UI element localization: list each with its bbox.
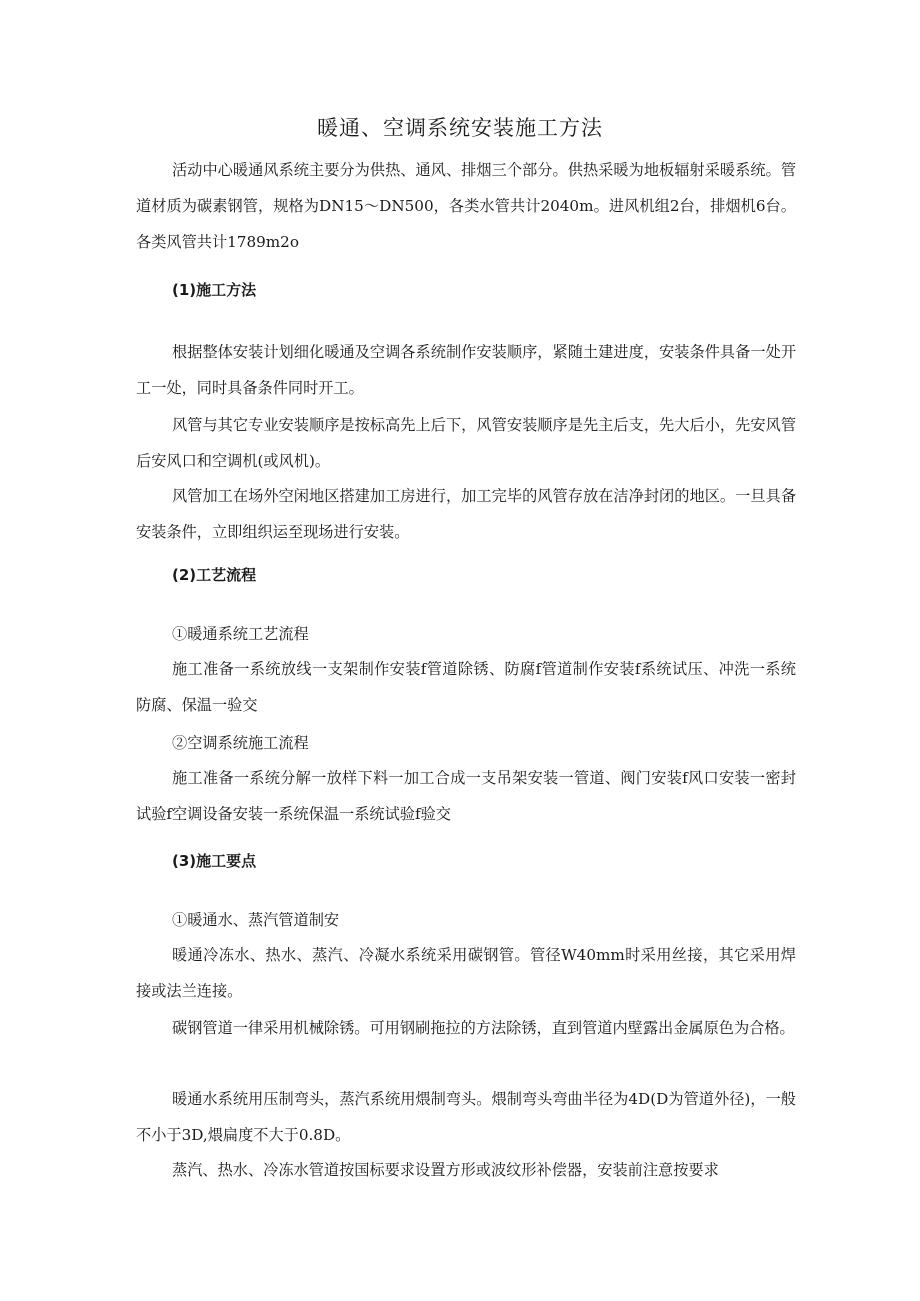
paragraph: 蒸汽、热水、冷冻水管道按国标要求设置方形或波纹形补偿器，安装前注意按要求 [172,1161,719,1179]
paragraph: 风管加工在场外空闲地区搭建加工房进行，加工完毕的风管存放在洁净封闭的地区。一旦具备安装条件，立即组织运至现场进行安装。 [136,487,796,541]
paragraph: 风管与其它专业安装顺序是按标高先上后下，风管安装顺序是先主后支，先大后小，先安风管后安风口和空调机(或风机)。 [136,416,796,470]
subheading-hvac-flow: ①暖通系统工艺流程 [172,625,309,643]
paragraph: 暖通冷冻水、热水、蒸汽、冷凝水系统采用碳钢管。管径W40mm时采用丝接，其它采用焊接或法兰连接。 [136,946,796,1000]
paragraph: 施工准备一系统分解一放样下料一加工合成一支吊架安装一管道、阀门安装f风口安装一密封试验f空调设备安装一系统保温一系统试验f验交 [136,769,796,823]
intro-paragraph: 活动中心暖通风系统主要分为供热、通风、排烟三个部分。供热采暖为地板辐射采暖系统。管道材质为碳素钢管，规格为DN15～DN500，各类水管共计2040m。进风机组2台，排烟机6台。各类风管共计1789m2o [136,161,796,251]
section-heading-construction-method: (1)施工方法 [172,281,257,299]
document-title: 暖通、空调系统安装施工方法 [317,116,603,140]
subheading-ac-flow: ②空调系统施工流程 [172,734,309,752]
paragraph: 根据整体安装计划细化暖通及空调各系统制作安装顺序，紧随土建进度，安装条件具备一处开工一处，同时具备条件同时开工。 [136,343,796,397]
section-heading-key-points: (3)施工要点 [172,852,257,870]
section-heading-process-flow: (2)工艺流程 [172,566,257,584]
subheading-water-steam-pipes: ①暖通水、蒸汽管道制安 [172,911,340,929]
paragraph: 施工准备一系统放线一支架制作安装f管道除锈、防腐f管道制作安装f系统试压、冲洗一系统防腐、保温一验交 [136,660,796,714]
paragraph: 碳钢管道一律采用机械除锈。可用钢刷拖拉的方法除锈，直到管道内壁露出金属原色为合格。 [172,1019,795,1037]
paragraph: 暖通水系统用压制弯头，蒸汽系统用煨制弯头。煨制弯头弯曲半径为4D(D为管道外径)，一般不小于3D,煨扁度不大于0.8D。 [136,1090,796,1144]
